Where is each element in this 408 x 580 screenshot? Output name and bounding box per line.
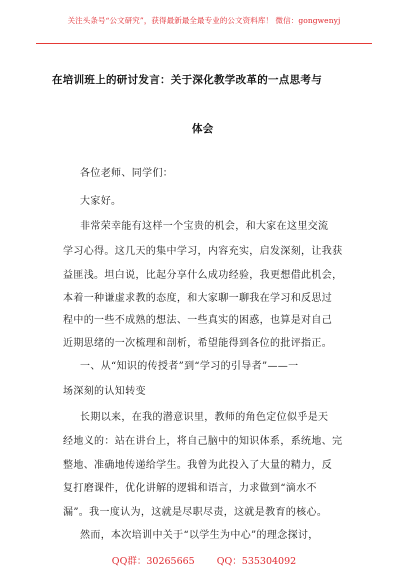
paragraph-line: 复打磨课件，优化讲解的逻辑和语言，力求做到“滴水不 xyxy=(63,483,317,494)
paragraph-line: 整地、准确地传递给学生。我曾为此投入了大量的精力，反 xyxy=(63,460,333,471)
footer-contact xyxy=(0,553,408,567)
paragraph-line: 然而，本次培训中关于“以学生为中心”的理念探讨， xyxy=(80,530,319,541)
footer-qq-group: QQ群：30265665 xyxy=(111,556,195,567)
document-title-line-2: 体会 xyxy=(192,123,214,135)
paragraph-line: 近期思绪的一次梳理和剖析，希望能得到各位的批评指正。 xyxy=(63,338,333,349)
section-heading-line: 场深刻的认知转变 xyxy=(63,386,146,397)
paragraph-line: 益匪浅。坦白说，比起分享什么成功经验，我更想借此机会， xyxy=(63,270,343,281)
paragraph-line: 漏”。我一度认为，这就是尽职尽责，这就是教育的核心。 xyxy=(63,507,328,518)
paragraph-line: 非常荣幸能有这样一个宝贵的机会，和大家在这里交流 xyxy=(80,221,329,232)
salutation: 各位老师、同学们： xyxy=(80,168,174,179)
paragraph-line: 经地义的：站在讲台上，将自己脑中的知识体系，系统地、完 xyxy=(63,436,343,447)
paragraph-line: 本着一种谦虚求教的态度，和大家聊一聊我在学习和反思过 xyxy=(63,293,333,304)
footer-qq: QQ：535304092 xyxy=(216,556,297,567)
greeting: 大家好。 xyxy=(80,196,122,207)
paragraph-line: 学习心得。这几天的集中学习，内容充实，启发深刻，让我获 xyxy=(63,246,343,257)
header-divider xyxy=(36,43,372,44)
header-note: 关注头条号“公文研究”，获得最新最全最专业的公文资料库！ 微信：gongwenyj xyxy=(67,16,341,25)
document-title-line-1: 在培训班上的研讨发言：关于深化教学改革的一点思考与 xyxy=(52,74,322,86)
section-heading-line: 一、从“知识的传授者”到“学习的引导者”——一 xyxy=(80,361,299,372)
paragraph-line: 长期以来，在我的潜意识里，教师的角色定位似乎是天 xyxy=(80,412,329,423)
paragraph-line: 程中的一些不成熟的想法、一些真实的困惑，也算是对自己 xyxy=(63,315,333,326)
